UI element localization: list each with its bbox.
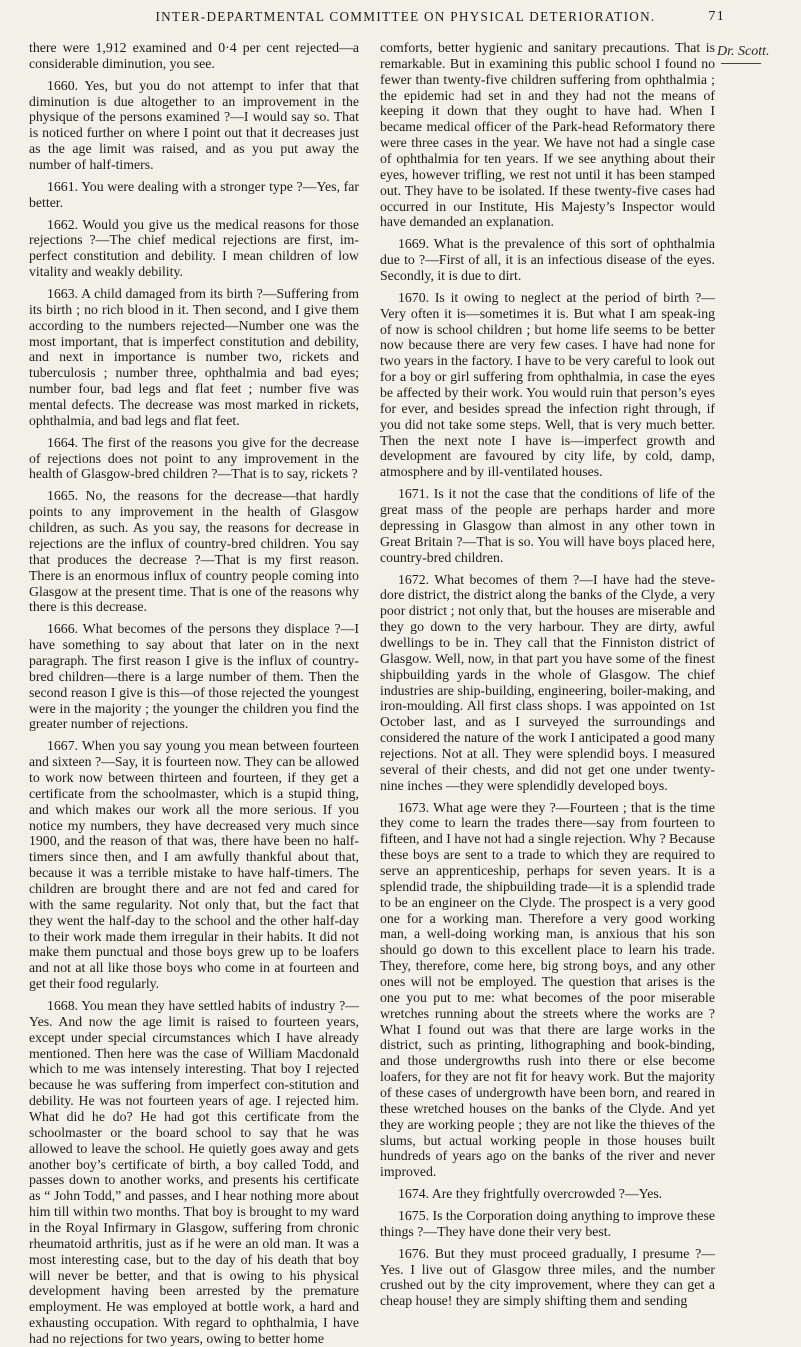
paragraph: there were 1,912 examined and 0·4 per cent rejected—a considerable diminution, you see. bbox=[29, 40, 359, 71]
header-title: INTER-DEPARTMENTAL COMMITTEE ON PHYSICAL DETERIORATION. bbox=[155, 9, 656, 24]
paragraph: 1669. What is the prevalence of this sort of ophthalmia due to ?—First of all, it is an infectious disease of the eyes. Secondly, it is due to dirt. bbox=[380, 236, 715, 284]
paragraph: 1670. Is it owing to neglect at the period of birth ?—Very often it is—sometimes it is. But what I am speak-ing of now is school children ; but home life seems to be better now because there are very few cases. I have had none for two years in the factory. I have to be very careful to look out for a boy or girl suffering from ophthalmia, in case the eyes be affected by their work. You would ruin that person’s eyes for ever, and besides spread the infection right through, if you did not take some steps. Well, that is very much better. Then the next note I have is—imperfect growth and development are favoured by city life, by cold, damp, atmosphere and by ill-ventilated houses. bbox=[380, 289, 715, 480]
right-column bbox=[380, 40, 715, 1320]
paragraph: 1671. Is it not the case that the conditions of life of the great mass of the people are perhaps harder and more depressing in Glasgow than almost in any other town in Great Britain ?—That is so. You will have boys placed here, country-bred children. bbox=[380, 486, 715, 565]
margin-rule bbox=[721, 63, 761, 64]
paragraph: 1667. When you say young you mean between fourteen and sixteen ?—Say, it is fourteen now. They can be allowed to work now between thirteen and fourteen, if they get a certificate from the schoolmaster, which is a stupid thing, and which makes our work all the more serious. If you notice my numbers, they have decreased very much since 1900, and the reason of that was, there have been no half-timers since then, and I am awfully thankful about that, because it was a terrible mistake to have half-timers. The children are brought there and are not fed and cared for with the same regularity. Not only that, but the fact that they went the half-day to the school and the other half-day to their work made them irregular in their habits. It did not make them punctual and those boys grew up to be loafers and not at all like those boys who come in at fourteen and get their food regularly. bbox=[29, 738, 359, 992]
paragraph: 1661. You were dealing with a stronger type ?—Yes, far better. bbox=[29, 178, 359, 210]
paragraph: 1668. You mean they have settled habits of industry ?—Yes. And now the age limit is raised to fourteen years, except under special circumstances which I have already mentioned. Then here was the case of William Macdonald which to me was intensely interesting. That boy I rejected because he was suffering from imperfect con-stitution and debility. He was not fourteen years of age. I rejected him. What did he do? He had got this certificate from the schoolmaster or the board school to say that he was allowed to leave the school. He quietly goes away and gets another boy’s certificate of birth, a boy called Todd, and passes down to another works, and presents his certificate as “ John Todd,” and passes, and I hear nothing more about him till within two months. That boy is brought to my ward in the Royal Infirmary in Glasgow, suffering from chronic rheumatoid arthritis, just as if he were an old man. It was a most interesting case, but to the day of his death that boy will never be better, and that is owing to his physical development having been arrested by the premature employment. He was employed at bottle work, a hard and exhausting occupation. With regard to ophthalmia, I have had no rejections for two years, owing to better home bbox=[29, 997, 359, 1347]
paragraph: 1675. Is the Corporation doing anything to improve these things ?—They have done their very best. bbox=[380, 1208, 715, 1239]
paragraph: 1664. The first of the reasons you give for the decrease of rejections does not point to any improvement in the health of Glasgow-bred children ?—That is to say, rickets ? bbox=[29, 434, 359, 482]
paragraph: comforts, better hygienic and sanitary precautions. That is remarkable. But in examining this public school I found no fewer than twenty-five children suffering from ophthalmia ; the epidemic had set in and they had not the means of keeping it down that they ought to have had. When I became medical officer of the Park-head Reformatory there were three cases in the year. We have not had a single case of ophthalmia for ten years. If we see anything about their eyes, however trifling, we rest not until it has been stamped out. They have to be isolated. If these twenty-five cases had occurred in our Institute, His Majesty’s Inspector would have demanded an explanation. bbox=[380, 40, 715, 230]
paragraph: 1674. Are they frightfully overcrowded ?—Yes. bbox=[398, 1186, 663, 1202]
paragraph: 1673. What age were they ?—Fourteen ; that is the time they come to learn the trades there—say from fourteen to fifteen, and I have not had a single rejection. Why ? Because these boys are sent to a trade to which they are required to serve an apprenticeship, perhaps for seven years. It is a splendid trade, the shipbuilding trade—it is a splendid trade to be an engineer on the Clyde. The prospect is a very good one for a working man. Therefore a very good working man, a well-doing working man, is anxious that his son should go down to this excellent place to learn his trade. They, therefore, come here, big strong boys, and any other ones will not be employed. The question that arises is the one you put to me: what becomes of the poor miserable wretches running about the streets where the works are ? What I found out was that there are large works in the district, such as printing, lithographing and book-binding, and those undergrowths rush into there or else become loafers, for they are not fit for heavy work. But the majority of these cases of undergrowth have been born, and reared in these wretched houses on the banks of the Clyde. And yet they are working people ; they are not like the thieves of the slums, but actual working people in those houses built hundreds of years ago on the banks of the river and never improved. bbox=[380, 799, 715, 1180]
paragraph: 1663. A child damaged from its birth ?—Suffering from its birth ; no rich blood in it. Then second, and I give them according to the numbers rejected—Number one was the most important, that is imperfect constitution and debility, and next in importance is number two, rickets and tuberculosis ; number three, ophthalmia and bad eyes; number four, bad legs and flat feet ; number five was mental defects. The decrease was most marked in rickets, ophthalmia, and bad legs and flat feet. bbox=[29, 286, 359, 428]
page-number: 71 bbox=[708, 9, 725, 24]
paragraph: 1672. What becomes of them ?—I have had the steve-dore district, the district along the banks of the Clyde, a very poor district ; not only that, but the houses are miserable and they go down to the very harbour. They are dirty, awful dwellings to be in. They call that the Finniston district of Glasgow. Well, now, in that part you have some of the finest shipbuilding yards in the whole of Glasgow. The chief industries are ship-building, engineering, boiler-making, and iron-moulding. All first class shops. I was appointed on 1st October last, and as I surveyed the surroundings and considered the nature of the work I anticipated a good many rejections. Not at all. They were splendid boys. I measured several of their chests, and did not get one under twenty-nine inches —they were splendidly developed boys. bbox=[380, 571, 715, 793]
running-header bbox=[0, 9, 801, 25]
margin-note-witness bbox=[717, 44, 770, 64]
paragraph: 1662. Would you give us the medical reasons for those rejections ?—The chief medical rejections are first, im-perfect constitution and debility. I mean children of low vitality and weakly debility. bbox=[29, 216, 359, 280]
left-column bbox=[29, 40, 359, 1347]
paragraph: 1660. Yes, but you do not attempt to infer that that diminution is due altogether to an improvement in the physique of the persons examined ?—I would say so. That is noticed further on where I point out that it decreases just as the age limit was raised, and as you put away the number of half-timers. bbox=[29, 77, 359, 173]
witness-name: Dr. Scott. bbox=[717, 44, 770, 59]
paragraph: 1665. No, the reasons for the decrease—that hardly points to any improvement in the health of Glasgow children, as such. As you say, the reasons for decrease in rejections are the influx of country-bred children. You say that produces the decrease ?—That is my first reason. There is an enormous influx of country people coming into Glasgow at the present time. That is one of the reasons why there is this decrease. bbox=[29, 488, 359, 615]
paragraph: 1666. What becomes of the persons they displace ?—I have something to say about that later on in the next paragraph. The first reason I give is the influx of country-bred children—there is a large number of them. Then the second reason I give is this—of those rejected the youngest were in the majority ; the younger the children you find the greater number of rejections. bbox=[29, 621, 359, 732]
paragraph: 1676. But they must proceed gradually, I presume ?—Yes. I live out of Glasgow three miles, and the number crushed out by the city improvement, where they can get a cheap house! they are simply shifting them and sending bbox=[380, 1245, 715, 1309]
